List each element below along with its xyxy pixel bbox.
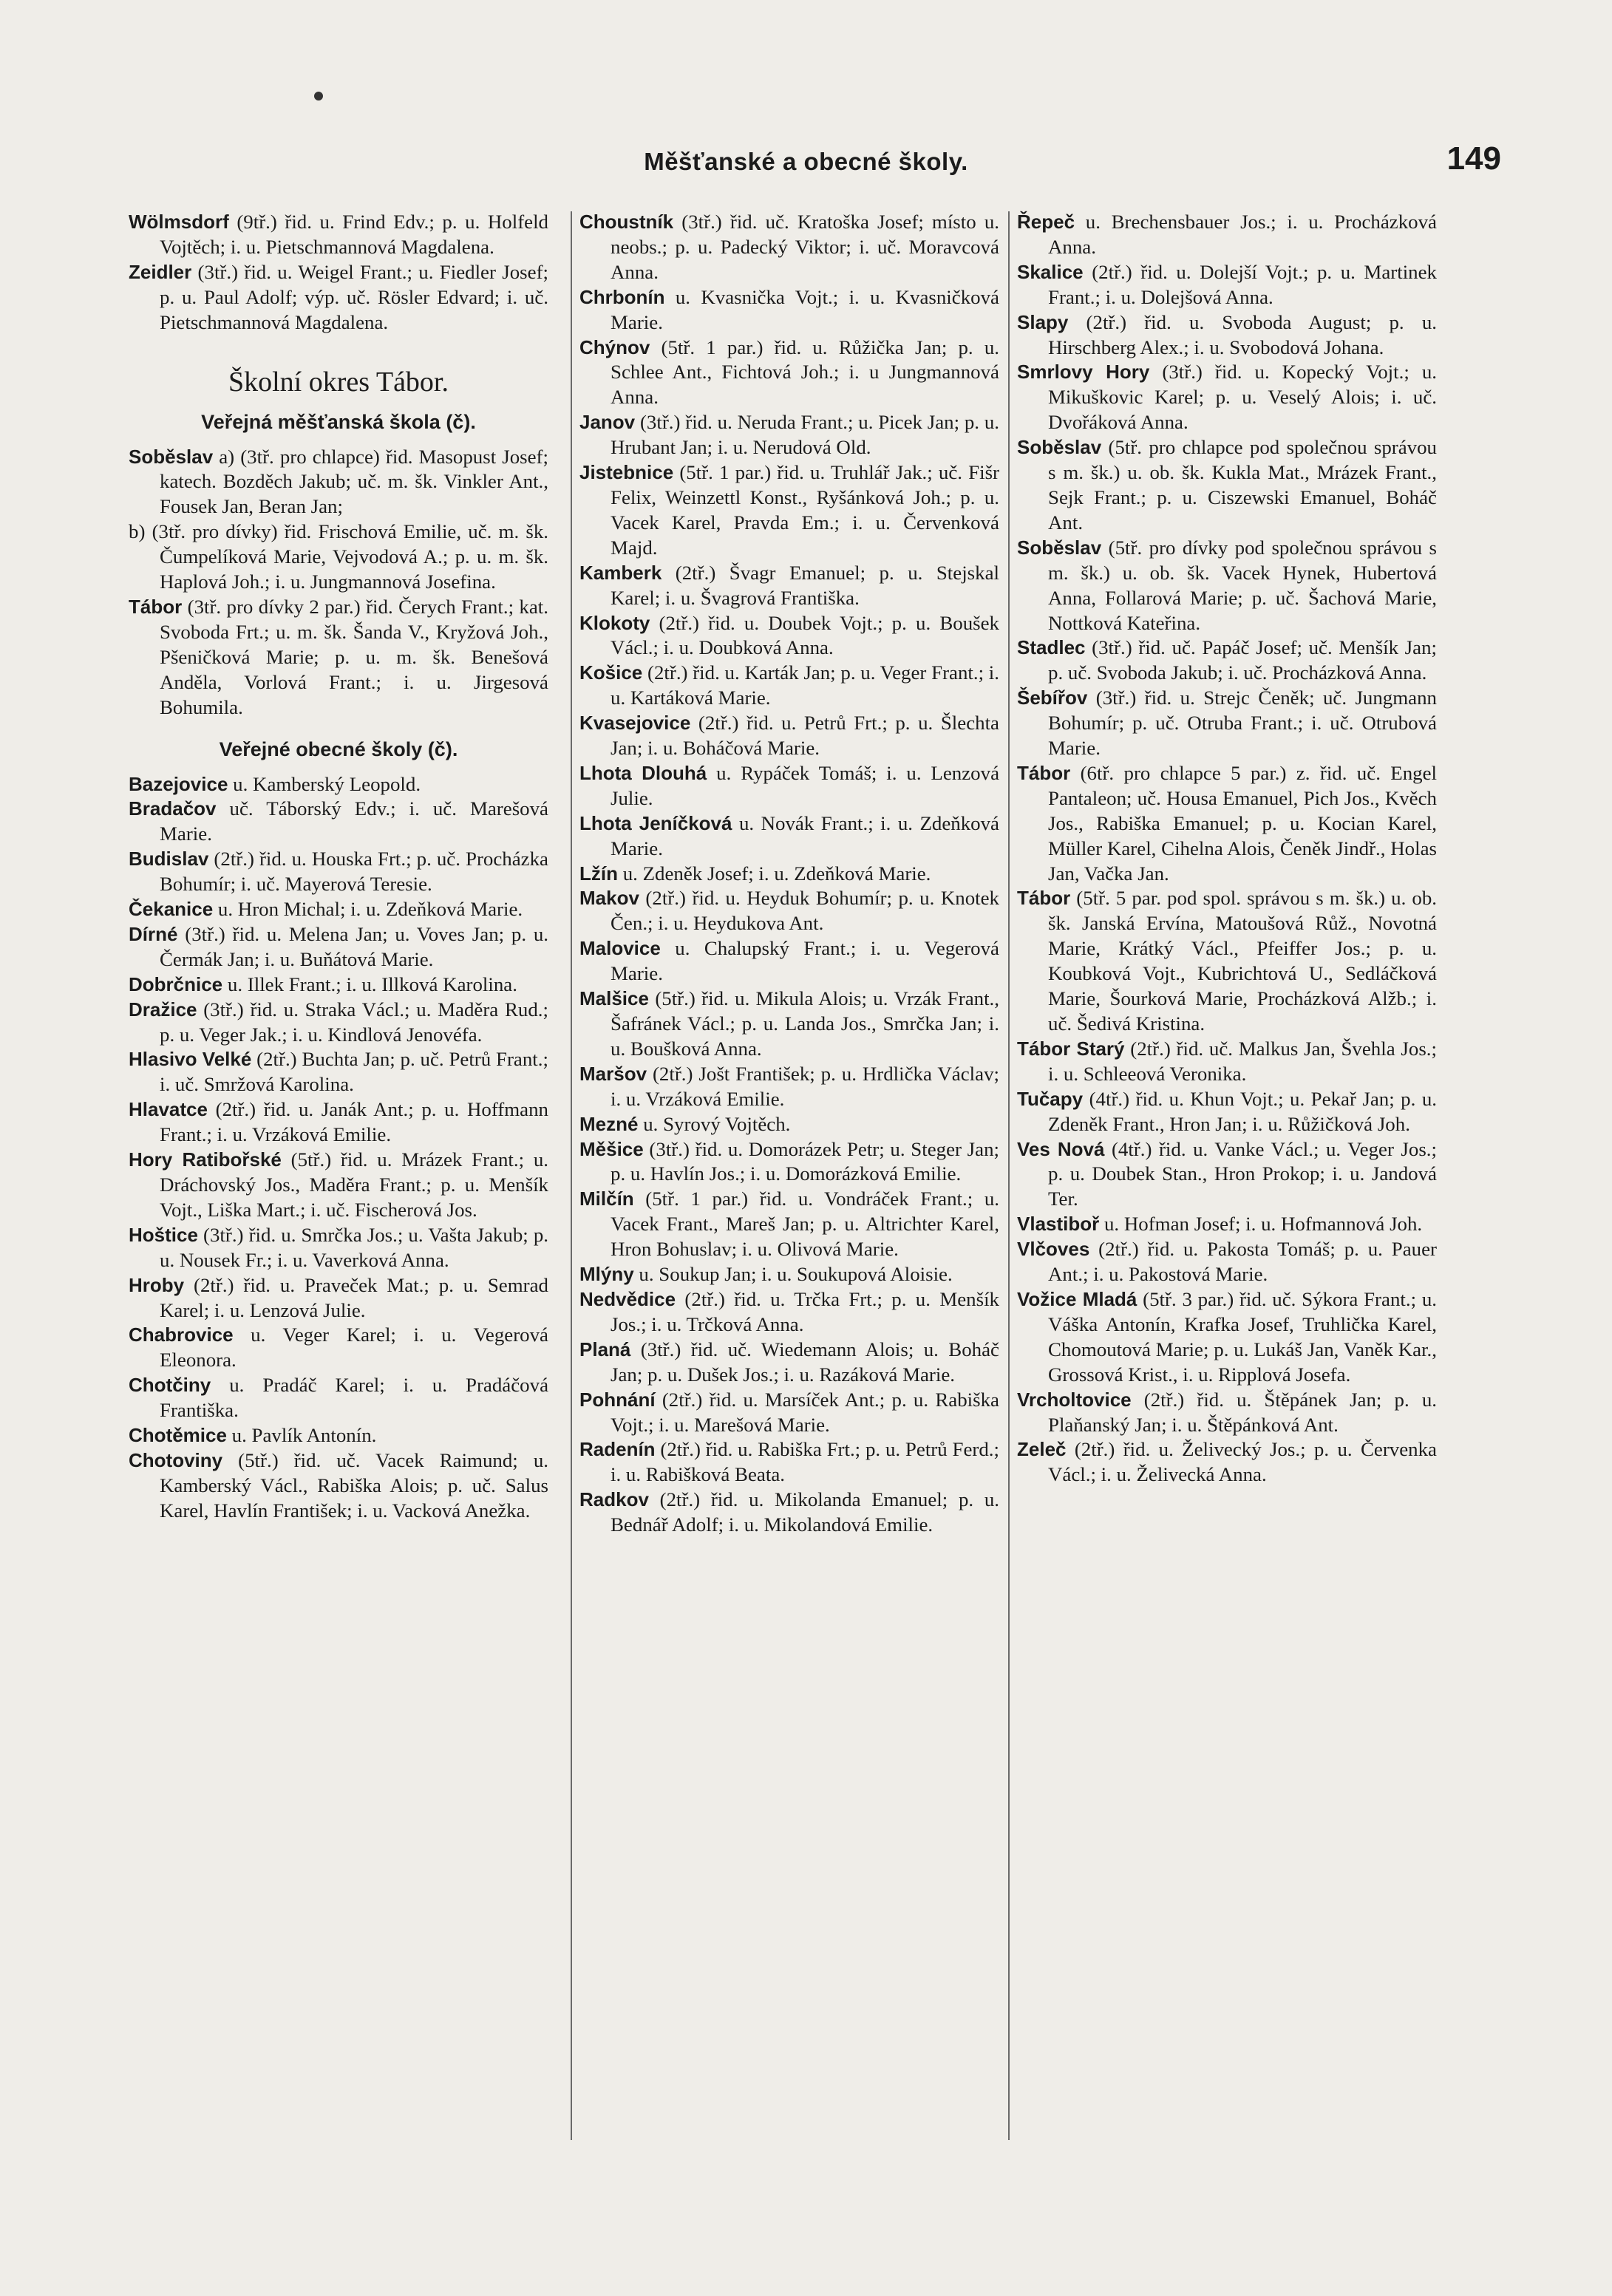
- directory-entry: [1017, 1287, 1437, 1388]
- entry-text: (5tř. 1 par.) řid. u. Vondráček Frant.; u. Vacek Frant., Mareš Jan; p. u. Altrichter Karel, Hron Bohuslav; i. u. Olivová Marie.: [611, 1188, 999, 1261]
- place-name: Lhota Dlouhá: [579, 761, 707, 784]
- place-name: Jistebnice: [579, 461, 674, 484]
- entry-text: (5tř.) řid. u. Mrázek Frant.; u. Dráchovský Jos., Maděra Frant.; p. u. Menšík Vojt., Liška Mart.; i. uč. Fischerová Jos.: [160, 1148, 548, 1221]
- place-name: Hoštice: [129, 1223, 198, 1246]
- entry-text: (3tř.) řid. uč. Papáč Josef; uč. Menšík Jan; p. uč. Svoboda Jakub; i. uč. Procházková Anna.: [1048, 636, 1437, 684]
- section-heading: Školní okres Tábor.: [228, 366, 449, 398]
- entry-text: (3tř.) řid. u. Domorázek Petr; u. Steger Jan; p. u. Havlín Jos.; i. u. Domorázková Emilie.: [611, 1137, 999, 1185]
- entry-text: (3tř.) řid. u. Straka Václ.; u. Maděra Rud.; p. u. Veger Jak.; i. u. Kindlová Jenovéfa.: [160, 998, 548, 1046]
- directory-entry: [1017, 536, 1437, 636]
- entry-text: (4tř.) řid. u. Khun Vojt.; u. Pekař Jan; p. u. Zdeněk Frant., Hron Jan; i. u. Růžičková Joh.: [1048, 1087, 1437, 1135]
- directory-entry: [579, 761, 999, 811]
- directory-entry: [1017, 1087, 1437, 1137]
- entry-text: b) (3tř. pro dívky) řid. Frischová Emilie, uč. m. šk. Čumpelíková Marie, Vejvodová A.; p. u. m. šk. Haplová Joh.; i. u. Jungmannová Josefina.: [129, 520, 548, 593]
- page-header: [0, 140, 1612, 185]
- entry-text: (2tř.) řid. u. Mikolanda Emanuel; p. u. Bednář Adolf; i. u. Mikolandová Emilie.: [611, 1488, 999, 1536]
- directory-entry: [579, 1062, 999, 1112]
- entry-text: u. Syrový Vojtěch.: [638, 1112, 791, 1135]
- directory-entry: [579, 1262, 999, 1287]
- entry-text: (2tř.) řid. u. Doubek Vojt.; p. u. Boušek Václ.; i. u. Doubková Anna.: [611, 611, 999, 659]
- entry-text: a) (3tř. pro chlapce) řid. Masopust Josef; katech. Bozděch Jakub; uč. m. šk. Vinkler Ant., Fousek Jan, Beran Jan;: [160, 445, 548, 518]
- place-name: Slapy: [1017, 310, 1069, 333]
- place-name: Mezné: [579, 1112, 639, 1135]
- entry-text: (5tř. 3 par.) řid. uč. Sýkora Frant.; u. Váška Antonín, Krafka Josef, Truhlička Karel, Chomoutová Marie; p. u. Lukáš Jan, Vaněk Kar., Grossová Krist., i. u. Ripplová Josefa.: [1048, 1287, 1437, 1386]
- directory-entry: [579, 1137, 999, 1188]
- place-name: Soběslav: [1017, 536, 1102, 559]
- entry-text: (5tř. pro chlapce pod společnou správou s m. šk.) u. ob. šk. Kukla Mat., Mrázek Frant., Sejk Frant.; p. u. Ciszewski Emanuel, Boháč Ant.: [1048, 436, 1437, 534]
- place-name: Malšice: [579, 987, 649, 1010]
- entries-pre: [129, 210, 548, 335]
- directory-entry: [129, 445, 548, 520]
- directory-entry: [129, 772, 548, 797]
- place-name: Hory Ratibořské: [129, 1148, 282, 1171]
- entry-text: (6tř. pro chlapce 5 par.) z. řid. uč. Engel Pantaleon; uč. Housa Emanuel, Pich Jos., Kvěch Jos., Rabiška Emanuel; p. u. Kocian Karel, Müller Karel, Cihelna Alois, Čeněk Jindř., Holas Jan, Vačka Jan.: [1048, 761, 1437, 885]
- entry-text: u. Illek Frant.; i. u. Illková Karolina.: [222, 972, 517, 995]
- place-name: Dobrčnice: [129, 972, 223, 995]
- directory-entry: [579, 661, 999, 711]
- subsection-heading-mestanska: Veřejná měšťanská škola (č).: [201, 410, 476, 433]
- place-name: Smrlovy Hory: [1017, 361, 1150, 384]
- place-name: Janov: [579, 411, 636, 434]
- place-name: Choustník: [579, 211, 674, 233]
- place-name: Chotěmice: [129, 1424, 227, 1447]
- place-name: Kvasejovice: [579, 712, 691, 735]
- place-name: Pohnání: [579, 1388, 656, 1411]
- subsection-heading-obecne: Veřejné obecné školy (č).: [219, 737, 458, 760]
- directory-entry: [579, 460, 999, 561]
- directory-entry: [129, 1223, 548, 1273]
- place-name: Radenín: [579, 1438, 656, 1461]
- entry-text: u. Brechensbauer Jos.; i. u. Procházková Anna.: [1048, 211, 1437, 258]
- directory-entry: [129, 998, 548, 1048]
- entry-text: (3tř.) řid. u. Melena Jan; u. Voves Jan; p. u. Čermák Jan; i. u. Buňátová Marie.: [160, 922, 548, 970]
- directory-entry: [129, 922, 548, 972]
- entry-text: u. Pradáč Karel; i. u. Pradáčová Františka.: [160, 1374, 548, 1422]
- place-name: Vlčoves: [1017, 1238, 1090, 1261]
- entries-col3: [1017, 210, 1437, 1488]
- entry-text: u. Veger Karel; i. u. Vegerová Eleonora.: [160, 1324, 548, 1372]
- entry-text: u. Novák Frant.; i. u. Zdeňková Marie.: [611, 811, 999, 859]
- entry-text: u. Kvasnička Vojt.; i. u. Kvasničková Marie.: [611, 285, 999, 333]
- place-name: Soběslav: [129, 445, 214, 468]
- entry-text: uč. Táborský Edv.; i. uč. Marešová Marie.: [160, 797, 548, 845]
- directory-entry: [129, 1148, 548, 1223]
- directory-entry: [579, 1112, 999, 1137]
- directory-entry: [579, 987, 999, 1062]
- entry-text: (5tř.) řid. u. Mikula Alois; u. Vrzák Frant., Šafránek Václ.; p. u. Landa Jos., Smrčka Jan; i. u. Boušková Anna.: [611, 987, 999, 1060]
- directory-entry: [129, 595, 548, 721]
- directory-entry: [129, 1097, 548, 1148]
- directory-entry: [579, 410, 999, 460]
- directory-entry: [579, 1338, 999, 1388]
- directory-entry: [1017, 1437, 1437, 1488]
- place-name: Lžín: [579, 862, 618, 885]
- directory-entry: [579, 1488, 999, 1538]
- entry-text: u. Kamberský Leopold.: [228, 772, 421, 795]
- place-name: Tábor Starý: [1017, 1037, 1125, 1060]
- entry-text: (2tř.) řid. u. Janák Ant.; p. u. Hoffmann Frant.; i. u. Vrzáková Emilie.: [160, 1098, 548, 1146]
- place-name: Vrcholtovice: [1017, 1388, 1132, 1411]
- directory-entry: [129, 1273, 548, 1324]
- directory-entry: [579, 335, 999, 411]
- entry-text: (2tř.) řid. u. Pakosta Tomáš; p. u. Pauer Ant.; i. u. Pakostová Marie.: [1048, 1238, 1437, 1286]
- directory-entry: [129, 1448, 548, 1524]
- place-name: Vožice Mladá: [1017, 1287, 1137, 1310]
- entry-text: (2tř.) řid. u. Marsíček Ant.; p. u. Rabiška Vojt.; i. u. Marešová Marie.: [611, 1388, 999, 1436]
- place-name: Soběslav: [1017, 436, 1102, 459]
- directory-entry: [579, 611, 999, 661]
- column-2: [579, 210, 999, 1538]
- entry-text: u. Zdeněk Josef; i. u. Zdeňková Marie.: [618, 862, 931, 885]
- directory-entry: [579, 561, 999, 611]
- entry-text: (4tř.) řid. u. Vanke Václ.; u. Veger Jos.; p. u. Doubek Stan., Hron Prokop; i. u. Jandová Ter.: [1048, 1137, 1437, 1210]
- place-name: Tábor: [129, 595, 183, 618]
- place-name: Bradačov: [129, 797, 217, 820]
- place-name: Chabrovice: [129, 1324, 234, 1346]
- directory-entry: [129, 1047, 548, 1097]
- place-name: Kamberk: [579, 561, 662, 584]
- place-name: Ves Nová: [1017, 1137, 1105, 1160]
- entry-text: (5tř. 1 par.) řid. u. Růžička Jan; p. u. Schlee Ant., Fichtová Joh.; i. u Jungmannová Anna.: [611, 335, 999, 409]
- entry-text: (3tř.) řid. uč. Wiedemann Alois; u. Boháč Jan; p. u. Dušek Jos.; i. u. Razáková Marie.: [611, 1338, 999, 1386]
- entry-text: (2tř.) Švagr Emanuel; p. u. Stejskal Karel; i. u. Švagrová Františka.: [611, 561, 999, 609]
- place-name: Mlýny: [579, 1263, 634, 1286]
- column-rule: [1008, 211, 1010, 2140]
- entries-mestanska: [129, 445, 548, 721]
- entry-text: (3tř.) řid. u. Strejc Čeněk; uč. Jungmann Bohumír; p. uč. Otruba Frant.; i. uč. Otrubová Marie.: [1048, 687, 1437, 760]
- directory-entry: [1017, 886, 1437, 1036]
- ink-dot: [314, 92, 323, 101]
- place-name: Vlastiboř: [1017, 1213, 1100, 1236]
- place-name: Milčín: [579, 1188, 634, 1210]
- directory-entry: [1017, 260, 1437, 310]
- entry-text: (2tř.) řid. u. Svoboda August; p. u. Hirschberg Alex.; i. u. Svobodová Johana.: [1048, 310, 1437, 358]
- place-name: Čekanice: [129, 898, 214, 921]
- entry-text: (3tř.) řid. u. Weigel Frant.; u. Fiedler Josef; p. u. Paul Adolf; výp. uč. Rösler Edvard; i. uč. Pietschmannová Magdalena.: [160, 260, 548, 333]
- directory-entry: [1017, 1037, 1437, 1087]
- place-name: Klokoty: [579, 611, 650, 634]
- directory-entry: [579, 1388, 999, 1438]
- directory-entry: [1017, 310, 1437, 361]
- directory-entry: [129, 1423, 548, 1448]
- directory-entry: [579, 711, 999, 761]
- entries-obecne: [129, 772, 548, 1524]
- entry-text: (3tř.) řid. u. Kopecký Vojt.; u. Mikuškovic Karel; p. u. Veselý Alois; i. uč. Dvořáková Anna.: [1048, 361, 1437, 434]
- entry-text: u. Rypáček Tomáš; i. u. Lenzová Julie.: [611, 761, 999, 809]
- directory-entry: [129, 797, 548, 847]
- entry-text: (2tř.) řid. u. Rabiška Frt.; p. u. Petrů Ferd.; i. u. Rabišková Beata.: [611, 1438, 999, 1486]
- directory-entry: [1017, 210, 1437, 260]
- place-name: Dírné: [129, 922, 178, 945]
- page-number: 149: [1446, 140, 1501, 177]
- directory-entry: [129, 1373, 548, 1423]
- entry-text: u. Chalupský Frant.; i. u. Vegerová Marie.: [611, 937, 999, 985]
- entry-text: (9tř.) řid. u. Frind Edv.; p. u. Holfeld Vojtěch; i. u. Pietschmannová Magdalena.: [160, 211, 548, 258]
- directory-entry: [1017, 1137, 1437, 1213]
- place-name: Radkov: [579, 1488, 649, 1511]
- place-name: Zeidler: [129, 260, 192, 283]
- place-name: Šebířov: [1017, 687, 1088, 709]
- entry-text: (2tř.) řid. u. Petrů Frt.; p. u. Šlechta Jan; i. u. Boháčová Marie.: [611, 712, 999, 760]
- directory-entry: [1017, 686, 1437, 761]
- place-name: Tučapy: [1017, 1087, 1084, 1110]
- place-name: Makov: [579, 887, 639, 910]
- entry-text: (5tř. pro dívky pod společnou správou s m. šk.) u. ob. šk. Vacek Hynek, Hubertová Anna, Follarová Marie; p. uč. Šachová Marie, Nottková Kateřina.: [1048, 536, 1437, 634]
- place-name: Tábor: [1017, 761, 1071, 784]
- place-name: Chotčiny: [129, 1374, 211, 1397]
- entry-text: u. Pavlík Antonín.: [226, 1424, 377, 1447]
- entry-text: (5tř. 5 par. pod spol. správou s m. šk.) u. ob. šk. Janská Ervína, Matoušová Růž., Novotná Marie, Krátký Václ., Pfeiffer Jos.; p. u. Koubková Vojt., Kubrichtová U., Sedláčková Marie, Šourková Marie, Procházková Alžb.; i. uč. Šedivá Kristina.: [1048, 887, 1437, 1035]
- entry-text: (2tř.) řid. u. Trčka Frt.; p. u. Menšík Jos.; i. u. Trčková Anna.: [611, 1287, 999, 1335]
- entry-text: (2tř.) řid. u. Štěpánek Jan; p. u. Plaňanský Jan; i. u. Štěpánková Ant.: [1048, 1388, 1437, 1436]
- directory-entry: [129, 847, 548, 897]
- entry-text: (2tř.) řid. u. Heyduk Bohumír; p. u. Knotek Čen.; i. u. Heydukova Ant.: [611, 887, 999, 935]
- entry-text: (2tř.) řid. u. Želivecký Jos.; p. u. Červenka Václ.; i. u. Želivecká Anna.: [1048, 1438, 1437, 1486]
- place-name: Nedvědice: [579, 1287, 676, 1310]
- directory-entry: [579, 210, 999, 285]
- place-name: Řepeč: [1017, 211, 1075, 233]
- directory-entry: [579, 886, 999, 936]
- entry-text: (2tř.) Buchta Jan; p. uč. Petrů Frant.; i. uč. Smržová Karolina.: [160, 1048, 548, 1096]
- entry-text: (2tř.) řid. u. Karták Jan; p. u. Veger Frant.; i. u. Kartáková Marie.: [611, 661, 999, 709]
- directory-entry: [1017, 360, 1437, 435]
- directory-entry: [579, 1287, 999, 1338]
- running-title: Měšťanské a obecné školy.: [644, 148, 968, 175]
- directory-entry: [579, 1187, 999, 1262]
- directory-entry: [1017, 1388, 1437, 1438]
- place-name: Chotoviny: [129, 1448, 223, 1471]
- entry-text: (2tř.) řid. u. Dolejší Vojt.; p. u. Martinek Frant.; i. u. Dolejšová Anna.: [1048, 260, 1437, 308]
- place-name: Dražice: [129, 998, 197, 1021]
- place-name: Lhota Jeníčková: [579, 811, 732, 834]
- place-name: Budislav: [129, 848, 209, 871]
- directory-entry: [579, 285, 999, 335]
- place-name: Bazejovice: [129, 772, 228, 795]
- place-name: Stadlec: [1017, 636, 1086, 659]
- directory-entry: [129, 210, 548, 260]
- place-name: Zeleč: [1017, 1438, 1067, 1461]
- directory-entry: [1017, 761, 1437, 887]
- place-name: Skalice: [1017, 260, 1084, 283]
- directory-entry: [1017, 435, 1437, 536]
- directory-entry: [579, 862, 999, 887]
- directory-entry: [129, 972, 548, 998]
- place-name: Měšice: [579, 1137, 644, 1160]
- entry-text: (5tř. 1 par.) řid. u. Truhlář Jak.; uč. Fišr Felix, Weinzettl Konst., Ryšánková Joh.; p. u. Vacek Karel, Pravda Em.; i. u. Červenková Majd.: [611, 461, 999, 559]
- entry-text: (3tř.) řid. uč. Kratoška Josef; místo u. neobs.; p. u. Padecký Viktor; i. uč. Moravcová Anna.: [611, 211, 999, 283]
- column-rule: [571, 211, 572, 2140]
- place-name: Tábor: [1017, 887, 1071, 910]
- entry-text: (5tř.) řid. uč. Vacek Raimund; u. Kamberský Václ., Rabiška Alois; p. uč. Salus Karel, Havlín František; i. u. Vacková Anežka.: [160, 1448, 548, 1522]
- directory-entry: [579, 1437, 999, 1488]
- directory-entry: [1017, 1212, 1437, 1237]
- directory-entry: [129, 520, 548, 595]
- entry-text: u. Soukup Jan; i. u. Soukupová Aloisie.: [633, 1263, 953, 1286]
- directory-entry: [129, 260, 548, 335]
- directory-entry: [129, 897, 548, 922]
- entry-text: (2tř.) řid. uč. Malkus Jan, Švehla Jos.; i. u. Schleeová Veronika.: [1048, 1037, 1437, 1085]
- place-name: Maršov: [579, 1062, 647, 1085]
- entry-text: (3tř.) řid. u. Smrčka Jos.; u. Vašta Jakub; p. u. Nousek Fr.; i. u. Vaverková Anna.: [160, 1223, 548, 1271]
- column-1: [129, 210, 548, 1524]
- place-name: Hlasivo Velké: [129, 1048, 252, 1071]
- directory-entry: [129, 1323, 548, 1373]
- directory-entry: [1017, 1237, 1437, 1287]
- directory-entry: [1017, 636, 1437, 686]
- entry-text: (3tř. pro dívky 2 par.) řid. Čerych Frant.; kat. Svoboda Frt.; u. m. šk. Šanda V., Kryžová Joh., Pšeničková Marie; p. u. m. šk. Benešová Anděla, Vorlová Frant.; i. u. Jirgesová Bohumila.: [160, 595, 548, 718]
- entry-text: (2tř.) Jošt František; p. u. Hrdlička Václav; i. u. Vrzáková Emilie.: [611, 1062, 999, 1110]
- place-name: Hroby: [129, 1273, 185, 1296]
- column-3: [1017, 210, 1437, 1488]
- place-name: Malovice: [579, 937, 661, 960]
- directory-entry: [579, 936, 999, 987]
- place-name: Chýnov: [579, 335, 650, 358]
- place-name: Wölmsdorf: [129, 211, 229, 233]
- directory-entry: [579, 811, 999, 862]
- place-name: Chrbonín: [579, 285, 665, 308]
- entry-text: u. Hofman Josef; i. u. Hofmannová Joh.: [1099, 1213, 1423, 1236]
- entry-text: (2tř.) řid. u. Praveček Mat.; p. u. Semrad Karel; i. u. Lenzová Julie.: [160, 1273, 548, 1321]
- entry-text: u. Hron Michal; i. u. Zdeňková Marie.: [213, 898, 523, 921]
- entry-text: (2tř.) řid. u. Houska Frt.; p. uč. Procházka Bohumír; i. uč. Mayerová Teresie.: [160, 848, 548, 896]
- place-name: Košice: [579, 661, 643, 684]
- entries-col2: [579, 210, 999, 1538]
- place-name: Hlavatce: [129, 1098, 208, 1121]
- entry-text: (3tř.) řid. u. Neruda Frant.; u. Picek Jan; p. u. Hrubant Jan; i. u. Nerudová Old.: [611, 411, 999, 459]
- place-name: Planá: [579, 1338, 631, 1360]
